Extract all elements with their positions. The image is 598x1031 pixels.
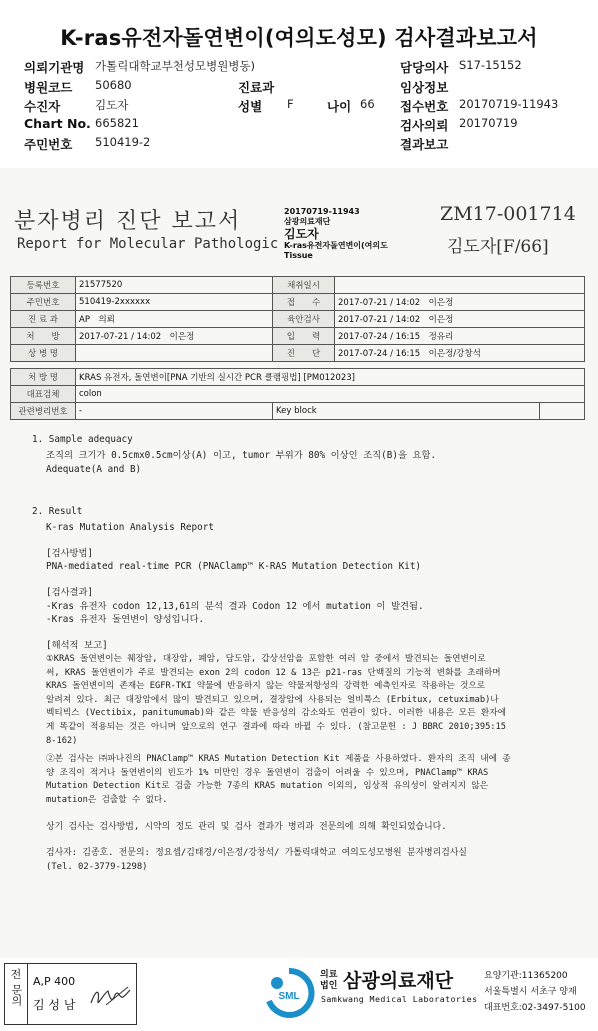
specialist-stamp <box>4 963 28 1025</box>
corp-info-1: 요양기관:11365200 <box>484 971 568 981</box>
doctor-dept: A,P 400 <box>33 975 76 988</box>
doctor-signature <box>88 983 132 1011</box>
header-label: 주민번호 <box>24 137 73 152</box>
interpretation-line: Mutation Detection Kit로 검출 가능한 7종의 KRAS mutation 이외의, 임상적 유의성이 알려지지 않은 <box>46 781 489 792</box>
method-value: PNA-mediated real-time PCR (PNAClamp™ K-RAS Mutation Detection Kit) <box>46 561 422 572</box>
prescription-table <box>10 368 585 420</box>
info-label: 주민번호 <box>11 294 76 311</box>
info-label: 육안검사 <box>273 311 335 328</box>
corp-info <box>484 968 586 1016</box>
report-title-ko: 분자병리 진단 보고서 <box>14 209 242 234</box>
interpretation-line: 게 똑같이 적용되는 것은 아니며 앞으로의 연구 결과에 따라 바뀔 수 있다. (참고문헌 : J BBRC 2010;395:15 <box>46 721 507 732</box>
info-value: 2017-07-21 / 14:02 이은정 <box>76 328 273 345</box>
info-value <box>76 345 273 362</box>
qc-statement: 상기 검사는 검사방법, 시약의 정도 관리 및 검사 결과가 병리과 전문의에 의해 확인되었습니다. <box>46 822 447 832</box>
keyblock-label: Key block <box>273 403 540 420</box>
info-value: 510419-2xxxxxx <box>76 294 273 311</box>
info-value: AP 의뢰 <box>76 311 273 328</box>
header-value: 50680 <box>95 78 132 92</box>
keyblock-value <box>540 403 585 420</box>
corp-type-2: 법인 <box>320 981 338 991</box>
corp-type <box>320 970 337 992</box>
info-label: 처 방 <box>11 328 76 345</box>
info-row <box>11 311 585 328</box>
staff-line: 검사자: 김종호. 전문의: 정요셉/김태경/이은정/강창석/ 가톨릭대학교 여의도성모병원 분자병리검사실 <box>46 848 467 858</box>
interpretation-heading: [해석적 보고] <box>46 640 108 651</box>
stamp-top: 전 <box>10 968 22 981</box>
info-label: 입 력 <box>273 328 335 345</box>
label-id: 20170719-11943 <box>284 207 360 216</box>
header-label: 담당의사 <box>400 60 449 75</box>
patient-summary: 김도자[F/66] <box>447 237 549 257</box>
related-value: - <box>76 403 273 420</box>
header-label: 병원코드 <box>24 80 73 95</box>
info-label: 상 병 명 <box>11 345 76 362</box>
info-label: 등록번호 <box>11 277 76 294</box>
header-value: 510419-2 <box>95 135 151 149</box>
corp-type-1: 의료 <box>320 970 338 980</box>
interpretation-line: ②본 검사는 ㈜파나진의 PNAClamp™ KRAS Mutation Detection Kit 제품을 사용하였다. 환자의 조직 내에 종 <box>46 754 511 764</box>
header-value: 665821 <box>95 116 139 130</box>
method-heading: [검사방법] <box>46 548 94 559</box>
label-lab: 삼광의료재단 <box>284 217 331 226</box>
info-value: 2017-07-24 / 16:15 정유리 <box>335 328 585 345</box>
label-test: K-ras유전자돌연변이(여의도 <box>284 241 388 250</box>
header-label: 성별 <box>238 99 263 114</box>
info-table <box>10 276 585 362</box>
age-value: 66 <box>360 97 375 111</box>
label-name: 김도자 <box>284 227 319 241</box>
sml-logo-icon <box>263 967 315 1019</box>
stamp-bottom: 문의 <box>10 984 23 1006</box>
staff-tel: (Tel. 02-3779-1298) <box>46 862 148 872</box>
header-label: 진료과 <box>238 80 275 95</box>
logo-text: SML <box>278 991 300 1002</box>
spec-value: colon <box>76 386 585 403</box>
result-subtitle: K-ras Mutation Analysis Report <box>46 522 214 533</box>
info-value <box>335 277 585 294</box>
info-row <box>11 345 585 362</box>
interpretation-line: 알려져 있다. 최근 대장암에서 많이 발견되고 있으며, 결장암에 사용되는 얼비툭스 (Erbitux, cetuximab)나 <box>46 694 499 705</box>
info-row <box>11 328 585 345</box>
header-value: 20170719-11943 <box>459 97 559 111</box>
info-row <box>11 294 585 311</box>
corp-name-en: Samkwang Medical Laboratories <box>321 994 478 1004</box>
sample-adequacy-title: 1. Sample adequacy <box>32 434 133 445</box>
case-number: ZM17-001714 <box>440 203 576 225</box>
info-row <box>11 277 585 294</box>
corp-info-2: 서울특별시 서초구 양재 <box>484 987 577 997</box>
corp-info-3: 대표번호:02-3497-5100 <box>484 1003 586 1013</box>
info-value: 2017-07-21 / 14:02 이은정 <box>335 311 585 328</box>
interpretation-paragraph-2 <box>46 753 511 807</box>
header-label: 접수번호 <box>400 99 449 114</box>
header-label: 의뢰기관명 <box>24 60 85 75</box>
info-value: 2017-07-24 / 16:15 이은정/강창석 <box>335 345 585 362</box>
info-label: 진 단 <box>273 345 335 362</box>
result-title: 2. Result <box>32 506 83 517</box>
header-label: 임상정보 <box>400 80 449 95</box>
related-label: 관련병리번호 <box>11 403 76 420</box>
header-label: 수진자 <box>24 99 61 114</box>
label-tissue: Tissue <box>284 251 313 260</box>
interpretation-line: 써, KRAS 돌연변이가 주로 발견되는 exon 2의 codon 12 & 13은 p21-ras 단백질의 기능적 변화를 초래하며 <box>46 667 501 678</box>
interpretation-line: 벡티빅스 (Vectibix, panitumumab)와 같은 약물 반응성의 감소와도 연관이 있다. 이러한 내용은 모든 환자에 <box>46 708 507 719</box>
interpretation-line: KRAS 돌연변이의 존재는 EGFR-TKI 약물에 반응하지 않는 약물저항성의 강력한 예측인자로 작용하는 것으로 <box>46 681 486 692</box>
info-label: 채취일시 <box>273 277 335 294</box>
interpretation-line: mutation은 검출할 수 없다. <box>46 794 168 805</box>
info-value: 21577520 <box>76 277 273 294</box>
spec-label: 대표검체 <box>11 386 76 403</box>
interpretation-line: ①KRAS 돌연변이는 췌장암, 대장암, 폐암, 담도암, 갑상선암을 포함한 여러 암 중에서 발견되는 돌연변이로 <box>46 654 486 664</box>
rx-value: KRAS 유전자, 돌연변이[PNA 기반의 실시간 PCR 클램핑법] [PM012023] <box>76 369 585 386</box>
interpretation-paragraph-1 <box>46 653 506 748</box>
info-label: 접 수 <box>273 294 335 311</box>
interpretation-line: 양 조직이 적거나 돌연변이의 빈도가 1% 미만인 경우 돌연변이 검출이 어려울 수 있으며, PNAClamp™ KRAS <box>46 767 489 778</box>
header-label: 결과보고 <box>400 137 449 152</box>
result-heading: [검사결과] <box>46 587 94 598</box>
info-label: 진 료 과 <box>11 311 76 328</box>
header-value: 20170719 <box>459 116 518 130</box>
rx-label: 처 방 명 <box>11 369 76 386</box>
header-value: 김도자 <box>95 98 129 112</box>
header-value: 가톨릭대학교부천성모병원병동) <box>95 59 256 73</box>
header-label: 검사의뢰 <box>400 118 449 133</box>
report-title-en: Report for Molecular Pathologic <box>17 236 279 252</box>
info-value: 2017-07-21 / 14:02 이은정 <box>335 294 585 311</box>
sample-adequacy-text: 조직의 크기가 0.5cmx0.5cm이상(A) 이고, tumor 부위가 80% 이상인 조직(B)을 요함. <box>46 450 437 461</box>
report-title: K-ras유전자돌연변이(여의도성모) 검사결과보고서 <box>60 26 538 50</box>
corp-name: 삼광의료재단 <box>343 970 454 992</box>
age-label: 나이 <box>327 99 352 114</box>
specimen-label <box>284 207 388 261</box>
sample-adequacy-result: Adequate(A and B) <box>46 464 142 475</box>
result-line-1: -Kras 유전자 codon 12,13,61의 분석 결과 Codon 12 에서 mutation 이 발견됨. <box>46 601 424 612</box>
interpretation-line: 8-162) <box>46 735 78 746</box>
header-value: F <box>287 97 294 111</box>
doctor-name: 김 성 남 <box>33 998 76 1012</box>
header-value: S17-15152 <box>459 58 522 72</box>
result-line-2: -Kras 유전자 돌연변이 양성입니다. <box>46 614 205 625</box>
header-label: Chart No. <box>24 116 91 131</box>
